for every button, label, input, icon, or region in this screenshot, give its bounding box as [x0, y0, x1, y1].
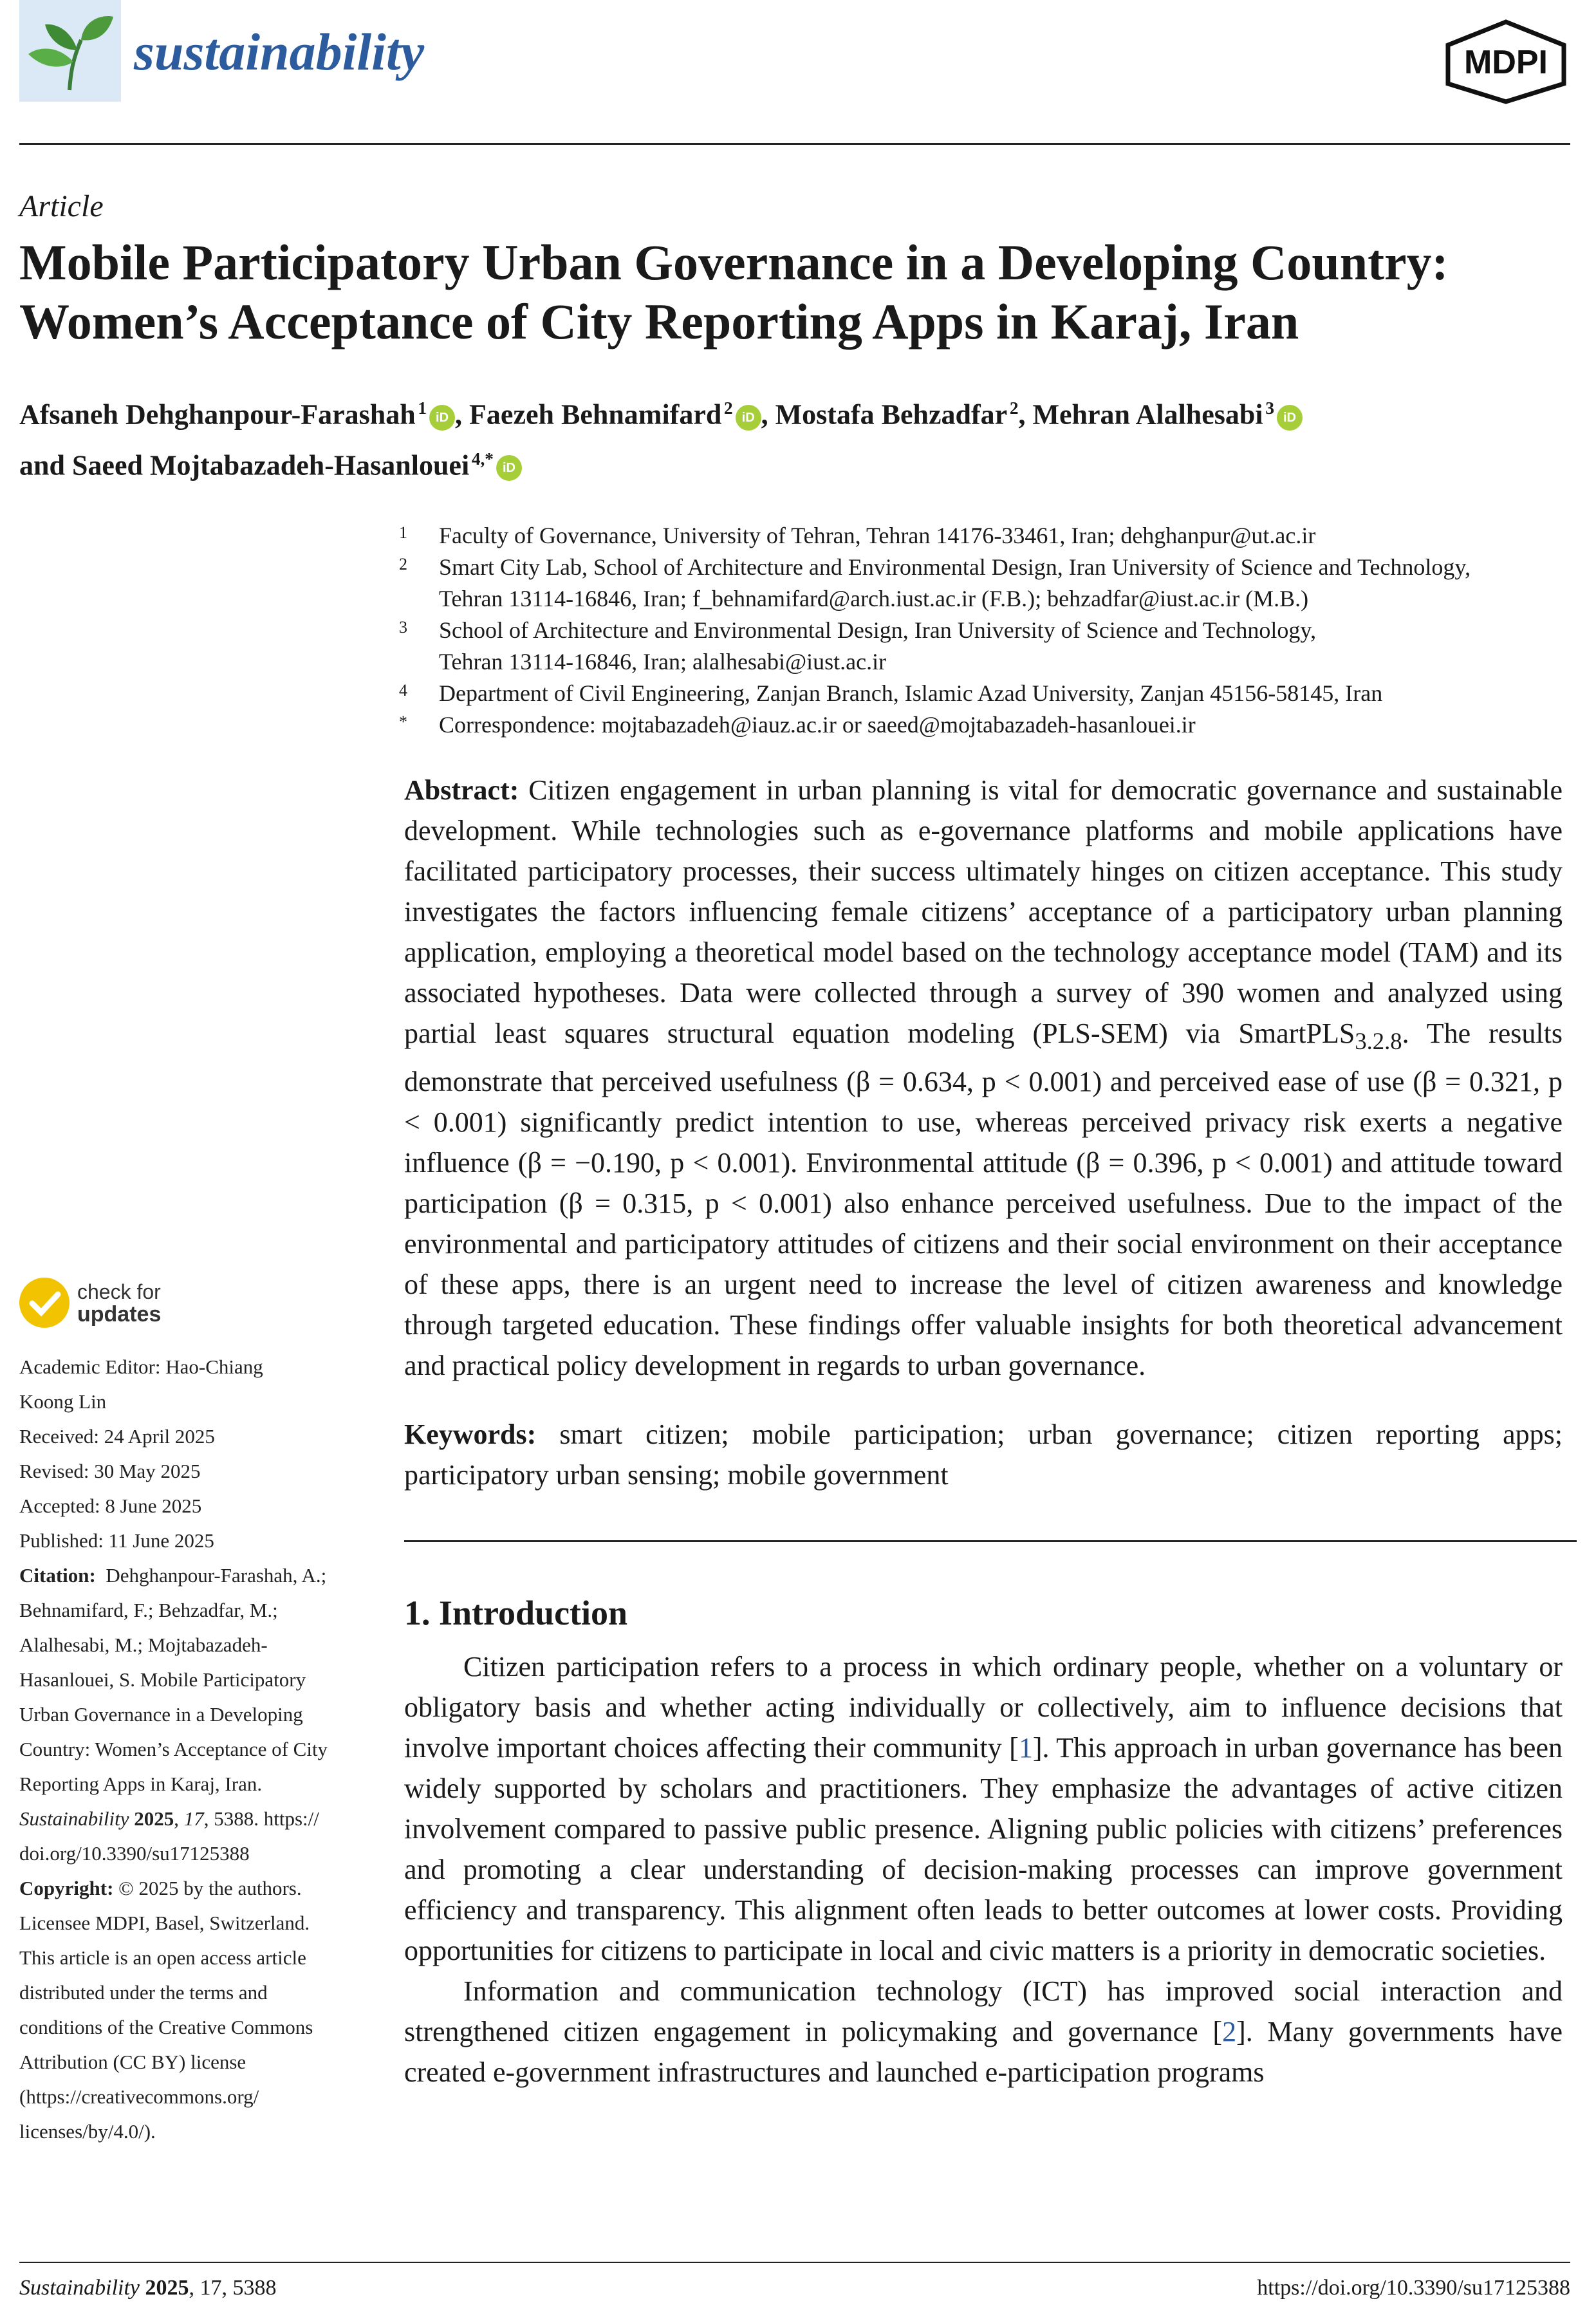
paragraph-text: ]. Many governments have created e-government infrastructures and launched e-participation programs: [404, 2015, 1563, 2088]
main-content: [404, 770, 1563, 2092]
affiliation-item: [399, 552, 1577, 615]
orcid-icon[interactable]: iD: [736, 405, 761, 431]
correspondence-item: [399, 709, 1577, 741]
author-affiliation-marker: 1: [418, 398, 427, 418]
author-affiliation-marker: 4,*: [471, 449, 494, 469]
keywords-label: Keywords:: [404, 1418, 537, 1450]
publisher-name: MDPI: [1464, 44, 1548, 81]
author-name: Faezeh Behnamifard: [469, 398, 722, 431]
paragraph-text: Information and communication technology (ICT) has improved social interaction and strengthened citizen engagement in policymaking and governance [: [404, 1975, 1563, 2047]
footer-divider: [19, 2262, 1570, 2263]
affiliation-text: Department of Civil Engineering, Zanjan Branch, Islamic Azad University, Zanjan 45156-58145, Iran: [439, 680, 1383, 706]
footer-doi-link[interactable]: https://doi.org/10.3390/su17125388: [1257, 2276, 1570, 2300]
orcid-icon[interactable]: iD: [496, 455, 522, 481]
article-type: Article: [19, 189, 104, 223]
copyright-label: Copyright:: [19, 1877, 114, 1899]
license-link[interactable]: licenses/by/4.0/).: [19, 2120, 156, 2143]
author-name: Mehran Alalhesabi: [1032, 398, 1263, 431]
article-info-sidebar: [19, 1350, 380, 2149]
copyright-block: Copyright: © 2025 by the authors. Licensee MDPI, Basel, Switzerland. This article is an open access article distributed under the terms and conditions of the Creative Commons Attribution (CC BY) license (https://creativecommons.org/ licenses/by/4.0/).: [19, 1877, 313, 2143]
leaf-icon: [19, 0, 121, 102]
affiliation-number: 4: [399, 681, 407, 700]
body-paragraph: [404, 1971, 1563, 2092]
correspondence-text: Correspondence: mojtabazadeh@iauz.ac.ir or saeed@mojtabazadeh-hasanlouei.ir: [439, 712, 1196, 738]
date-accepted: Accepted: 8 June 2025: [19, 1495, 202, 1517]
citation-link[interactable]: 2: [1222, 2015, 1237, 2047]
orcid-icon[interactable]: iD: [1277, 405, 1303, 431]
abstract-text: . The results demonstrate that perceived usefulness (β = 0.634, p < 0.001) and perceived ease of use (β = 0.321, p < 0.001) significantly predict intention to use, whereas perceived privacy risk exerts a negative influence (β = −0.190, p < 0.001). Environmental attitude (β = 0.396, p < 0.001) and attitude toward participation (β = 0.315, p < 0.001) also enhance perceived usefulness. Due to the impact of the environmental and participatory attitudes of citizens and their social environment on their acceptance of these apps, there is an urgent need to increase the level of citizen awareness and knowledge through targeted education. These findings offer valuable insights for both theoretical advancement and practical policy development in regards to urban governance.: [404, 1018, 1563, 1381]
date-revised: Revised: 30 May 2025: [19, 1460, 201, 1482]
affiliation-text: Tehran 13114-16846, Iran; f_behnamifard@arch.iust.ac.ir (F.B.); behzadfar@iust.ac.ir (M.B.): [439, 586, 1309, 611]
affiliation-text: School of Architecture and Environmental Design, Iran University of Science and Technology,: [439, 617, 1317, 643]
author-affiliation-marker: 2: [1009, 398, 1019, 418]
affiliations: [399, 520, 1577, 741]
publisher-logo[interactable]: [1442, 19, 1570, 104]
check-for-updates-button[interactable]: [19, 1278, 212, 1329]
orcid-icon[interactable]: iD: [429, 405, 455, 431]
abstract-label: Abstract:: [404, 774, 519, 806]
affiliation-number: 1: [399, 523, 407, 542]
journal-logo: [19, 0, 121, 102]
affiliation-number: 2: [399, 555, 407, 573]
academic-editor: Academic Editor: Hao-Chiang Koong Lin: [19, 1355, 263, 1413]
citation-block: Citation: Dehghanpour-Farashah, A.; Behnamifard, F.; Behzadfar, M.; Alalhesabi, M.; Mojtabazadeh- Hasanlouei, S. Mobile Participatory Urban Governance in a Developing Country: Women’s Acceptance of City Reporting Apps in Karaj, Iran. Sustainability 2025, 17, 5388. https:// doi.org/10.3390/su17125388: [19, 1564, 328, 1865]
author-name: Afsaneh Dehghanpour-Farashah: [19, 398, 416, 431]
section-heading: 1. Introduction: [404, 1593, 628, 1632]
header-divider: [19, 143, 1570, 145]
author-name: and Saeed Mojtabazadeh-Hasanlouei: [19, 449, 470, 481]
paragraph-text: Citizen participation refers to a process in which ordinary people, whether on a voluntary or obligatory basis and whether acting individually or collectively, aim to influence decisions that involve important choices affecting their community [: [404, 1650, 1563, 1764]
date-received: Received: 24 April 2025: [19, 1425, 215, 1448]
author-name: Mostafa Behzadfar: [775, 398, 1008, 431]
abstract: [404, 770, 1563, 1386]
affiliation-number: 3: [399, 618, 407, 637]
author-affiliation-marker: 3: [1265, 398, 1274, 418]
keywords-text: smart citizen; mobile participation; urban governance; citizen reporting apps; participatory urban sensing; mobile government: [404, 1418, 1563, 1491]
affiliation-number: *: [399, 713, 407, 731]
citation-link[interactable]: 1: [1018, 1731, 1033, 1764]
keywords: [404, 1414, 1563, 1495]
affiliation-text: Smart City Lab, School of Architecture and Environmental Design, Iran University of Science and Technology,: [439, 554, 1471, 580]
section-divider: [404, 1540, 1577, 1542]
article-title: Mobile Participatory Urban Governance in a Developing Country: Women’s Acceptance of City Reporting Apps in Karaj, Iran: [19, 234, 1449, 349]
paragraph-text: ]. This approach in urban governance has been widely supported by scholars and practitioners. They emphasize the advantages of active citizen involvement compared to passive public presence. Aligning public policies with citizens’ preferences and promoting a clear understanding of decision-making processes can improve government efficiency and transparency. This alignment often leads to better outcomes at lower costs. Providing opportunities for citizens to participate in local and civic matters is a priority in democratic societies.: [404, 1731, 1563, 1966]
author-list: Afsaneh Dehghanpour-Farashah $^1$ iD , Faezeh Behnamifard $^2$ iD , Mostafa Behzadfar $^2$, Mehran Alalhesabi $^3$ iD and Saeed Mojtabazadeh-Hasanlouei $^{4,*}$ iD: [19, 386, 1577, 487]
check-updates-label: check for: [77, 1280, 161, 1303]
author-affiliation-marker: 2: [724, 398, 733, 418]
affiliation-item: [399, 678, 1577, 709]
abstract-text: Citizen engagement in urban planning is vital for democratic governance and sustainable development. While technologies such as e-governance platforms and mobile applications have facilitated participatory processes, their success ultimately hinges on citizen acceptance. This study investigates the factors influencing female citizens’ acceptance of a participatory urban planning application, employing a theoretical model based on the technology acceptance model (TAM) and its associated hypotheses. Data were collected through a survey of 390 women and analyzed using partial least squares structural equation modeling (PLS-SEM) via SmartPLS: [404, 774, 1563, 1049]
affiliation-text: Faculty of Governance, University of Tehran, Tehran 14176-33461, Iran; dehghanpur@ut.ac.ir: [439, 523, 1316, 548]
license-link[interactable]: (https://creativecommons.org/: [19, 2085, 259, 2108]
date-published: Published: 11 June 2025: [19, 1529, 214, 1552]
citation-label: Citation:: [19, 1564, 96, 1587]
citation-doi-link[interactable]: doi.org/10.3390/su17125388: [19, 1842, 250, 1865]
affiliation-item: [399, 520, 1577, 552]
software-version: 3.2.8: [1355, 1027, 1402, 1054]
affiliation-item: [399, 615, 1577, 678]
body-paragraph: [404, 1646, 1563, 1971]
check-updates-label: updates: [77, 1302, 162, 1327]
journal-name[interactable]: sustainability: [134, 23, 425, 81]
affiliation-text: Tehran 13114-16846, Iran; alalhesabi@iust.ac.ir: [439, 649, 887, 675]
check-updates-icon: [19, 1278, 70, 1328]
mdpi-logo-icon: [1442, 19, 1570, 104]
footer-citation: Sustainability 2025, 17, 5388: [19, 2276, 277, 2300]
